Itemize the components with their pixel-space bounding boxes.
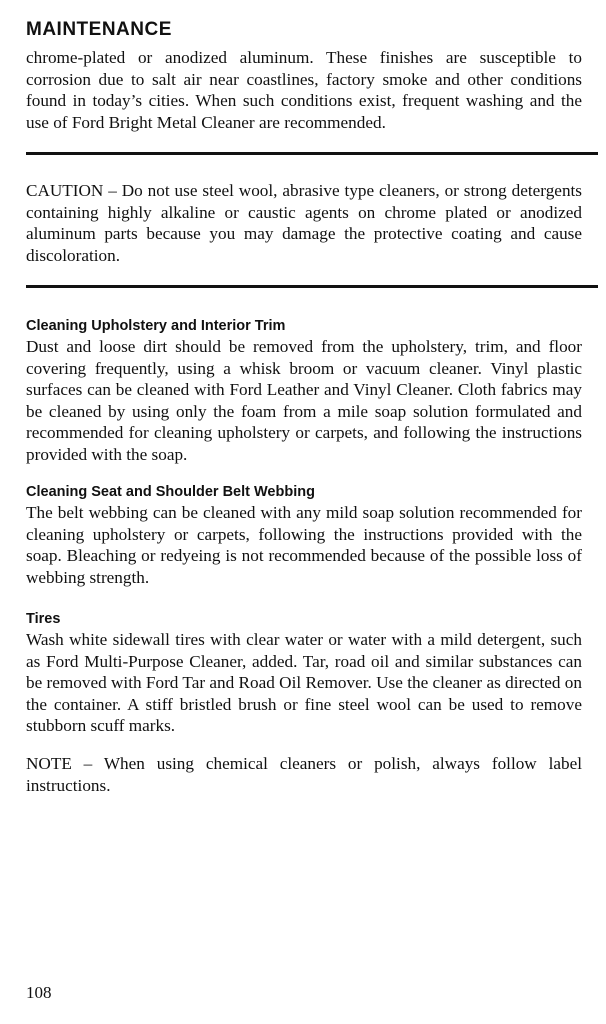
- caution-paragraph: CAUTION – Do not use steel wool, abrasive type cleaners, or strong detergents containing highly alkaline or caustic agents on chrome plated or anodized aluminum parts because you may damage the protective coating and cause discoloration.: [26, 181, 582, 265]
- section-text-upholstery: Dust and loose dirt should be removed from the upholstery, trim, and floor covering frequently, using a whisk broom or vacuum cleaner. Vinyl plastic surfaces can be cleaned with Ford Leather and Vinyl Cleaner. Cloth fabrics may be cleaned by using only the foam from a mile soap solution formulated and recommended for cleaning upholstery or carpets, and following the instructions provided with the soap.: [26, 337, 582, 464]
- intro-paragraph: chrome-plated or anodized aluminum. These finishes are susceptible to corrosion due to salt air near coastlines, factory smoke and other conditions found in today’s cities. When such conditions exist, frequent washing and the use of Ford Bright Metal Cleaner are recommended.: [26, 48, 582, 132]
- section-heading-belt-webbing: Cleaning Seat and Shoulder Belt Webbing: [26, 484, 315, 500]
- section-heading-upholstery: Cleaning Upholstery and Interior Trim: [26, 318, 286, 334]
- section-upholstery: [26, 316, 582, 465]
- section-heading-tires: Tires: [26, 611, 61, 627]
- section-text-tires: Wash white sidewall tires with clear water or water with a mild detergent, such as Ford Multi-Purpose Cleaner, added. Tar, road oil and similar substances can be removed with Ford Tar and Road Oil Remover. Use the cleaner as directed on the container. A stiff bristled brush or fine steel wool can be used to remove stubborn scuff marks.: [26, 630, 582, 735]
- note-block: [26, 753, 582, 796]
- page-title: MAINTENANCE: [26, 19, 172, 40]
- note-paragraph: NOTE – When using chemical cleaners or polish, always follow label instructions.: [26, 754, 582, 795]
- caution-block: [26, 180, 582, 266]
- section-text-belt-webbing: The belt webbing can be cleaned with any mild soap solution recommended for cleaning upholstery or carpets, following the instructions provided with the soap. Bleaching or redyeing is not recommended because of the possible loss of webbing strength.: [26, 503, 582, 587]
- intro-paragraph-block: [26, 47, 582, 133]
- bottom-divider: [26, 285, 598, 288]
- top-divider: [26, 152, 598, 155]
- page-number: 108: [26, 983, 52, 1002]
- section-tires: [26, 609, 582, 737]
- section-belt-webbing: [26, 482, 582, 588]
